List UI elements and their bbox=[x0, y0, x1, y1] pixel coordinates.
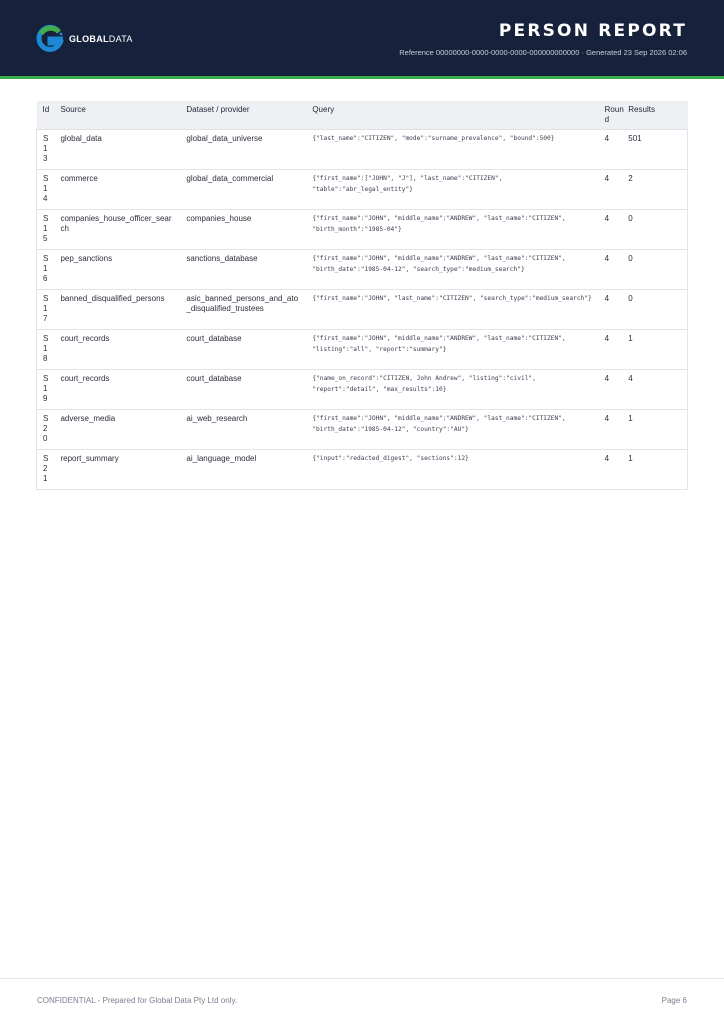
table-row bbox=[37, 410, 688, 450]
table-row bbox=[37, 250, 688, 290]
cell-dataset: companies_house bbox=[180, 210, 306, 250]
cell-id: S16 bbox=[37, 250, 55, 290]
header-accent-bar bbox=[0, 76, 724, 79]
cell-source: court_records bbox=[54, 370, 180, 410]
cell-source: report_summary bbox=[54, 450, 180, 490]
cell-query: {"name_on_record":"CITIZEN, John Andrew", "listing":"civil", "report":"detail", "max_results":10} bbox=[306, 370, 598, 410]
cell-source: companies_house_officer_search bbox=[54, 210, 180, 250]
cell-dataset: ai_web_research bbox=[180, 410, 306, 450]
cell-source: pep_sanctions bbox=[54, 250, 180, 290]
report-title: PERSON REPORT bbox=[498, 21, 687, 41]
column-header-query: Query bbox=[306, 101, 598, 130]
cell-results: 1 bbox=[622, 410, 687, 450]
cell-round: 4 bbox=[599, 370, 623, 410]
cell-source: global_data bbox=[54, 130, 180, 170]
cell-id: S20 bbox=[37, 410, 55, 450]
cell-dataset: court_database bbox=[180, 370, 306, 410]
cell-results: 1 bbox=[622, 330, 687, 370]
column-header-dataset: Dataset / provider bbox=[180, 101, 306, 130]
table-row bbox=[37, 210, 688, 250]
table-row bbox=[37, 170, 688, 210]
cell-id: S21 bbox=[37, 450, 55, 490]
cell-results: 2 bbox=[622, 170, 687, 210]
cell-dataset: global_data_commercial bbox=[180, 170, 306, 210]
cell-query: {"first_name":"JOHN", "middle_name":"ANDREW", "last_name":"CITIZEN", "birth_month":"1985-04"} bbox=[306, 210, 598, 250]
cell-query: {"first_name":"JOHN", "middle_name":"ANDREW", "last_name":"CITIZEN", "birth_date":"1985-04-12", "country":"AU"} bbox=[306, 410, 598, 450]
cell-source: adverse_media bbox=[54, 410, 180, 450]
table-row bbox=[37, 130, 688, 170]
cell-results: 4 bbox=[622, 370, 687, 410]
cell-dataset: ai_language_model bbox=[180, 450, 306, 490]
cell-query: {"first_name":"JOHN", "middle_name":"ANDREW", "last_name":"CITIZEN", "birth_date":"1985-04-12", "search_type":"medium_search"} bbox=[306, 250, 598, 290]
cell-source: commerce bbox=[54, 170, 180, 210]
cell-id: S14 bbox=[37, 170, 55, 210]
cell-query: {"first_name":["JOHN", "J"], "last_name":"CITIZEN", "table":"abr_legal_entity"} bbox=[306, 170, 598, 210]
table-header-row bbox=[37, 101, 688, 130]
table-row bbox=[37, 450, 688, 490]
report-reference-meta: Reference 00000000-0000-0000-0000-000000000000 · Generated 23 Sep 2026 02:06 bbox=[399, 48, 687, 57]
cell-round: 4 bbox=[599, 130, 623, 170]
cell-results: 0 bbox=[622, 210, 687, 250]
column-header-source: Source bbox=[54, 101, 180, 130]
global-data-logo-icon bbox=[35, 24, 65, 54]
cell-round: 4 bbox=[599, 250, 623, 290]
sources-table bbox=[36, 101, 688, 490]
cell-id: S19 bbox=[37, 370, 55, 410]
cell-round: 4 bbox=[599, 410, 623, 450]
column-header-id: Id bbox=[37, 101, 55, 130]
cell-round: 4 bbox=[599, 170, 623, 210]
cell-round: 4 bbox=[599, 210, 623, 250]
cell-round: 4 bbox=[599, 290, 623, 330]
table-row bbox=[37, 330, 688, 370]
cell-results: 501 bbox=[622, 130, 687, 170]
cell-dataset: court_database bbox=[180, 330, 306, 370]
column-header-results: Results bbox=[622, 101, 687, 130]
logo-wordmark-light: DATA bbox=[108, 34, 133, 44]
cell-dataset: asic_banned_persons_and_ato_disqualified_trustees bbox=[180, 290, 306, 330]
cell-round: 4 bbox=[599, 330, 623, 370]
cell-results: 1 bbox=[622, 450, 687, 490]
cell-round: 4 bbox=[599, 450, 623, 490]
cell-query: {"input":"redacted_digest", "sections":12} bbox=[306, 450, 598, 490]
cell-source: court_records bbox=[54, 330, 180, 370]
confidentiality-notice: CONFIDENTIAL - Prepared for Global Data Pty Ltd only. bbox=[37, 996, 238, 1005]
cell-query: {"first_name":"JOHN", "last_name":"CITIZEN", "search_type":"medium_search"} bbox=[306, 290, 598, 330]
table-row bbox=[37, 290, 688, 330]
cell-results: 0 bbox=[622, 250, 687, 290]
logo-wordmark bbox=[69, 34, 133, 44]
cell-id: S13 bbox=[37, 130, 55, 170]
footer-divider bbox=[0, 978, 724, 979]
logo-wordmark-bold: GLOBAL bbox=[69, 34, 109, 44]
cell-id: S17 bbox=[37, 290, 55, 330]
column-header-round: Roun d bbox=[599, 101, 623, 130]
page-number: Page 6 bbox=[661, 996, 687, 1005]
table-row bbox=[37, 370, 688, 410]
cell-dataset: global_data_universe bbox=[180, 130, 306, 170]
cell-query: {"last_name":"CITIZEN", "mode":"surname_prevalence", "bound":500} bbox=[306, 130, 598, 170]
cell-source: banned_disqualified_persons bbox=[54, 290, 180, 330]
cell-dataset: sanctions_database bbox=[180, 250, 306, 290]
report-header bbox=[0, 0, 724, 76]
cell-query: {"first_name":"JOHN", "middle_name":"ANDREW", "last_name":"CITIZEN", "listing":"all", "report":"summary"} bbox=[306, 330, 598, 370]
cell-id: S18 bbox=[37, 330, 55, 370]
company-logo bbox=[35, 24, 133, 54]
cell-results: 0 bbox=[622, 290, 687, 330]
cell-id: S15 bbox=[37, 210, 55, 250]
